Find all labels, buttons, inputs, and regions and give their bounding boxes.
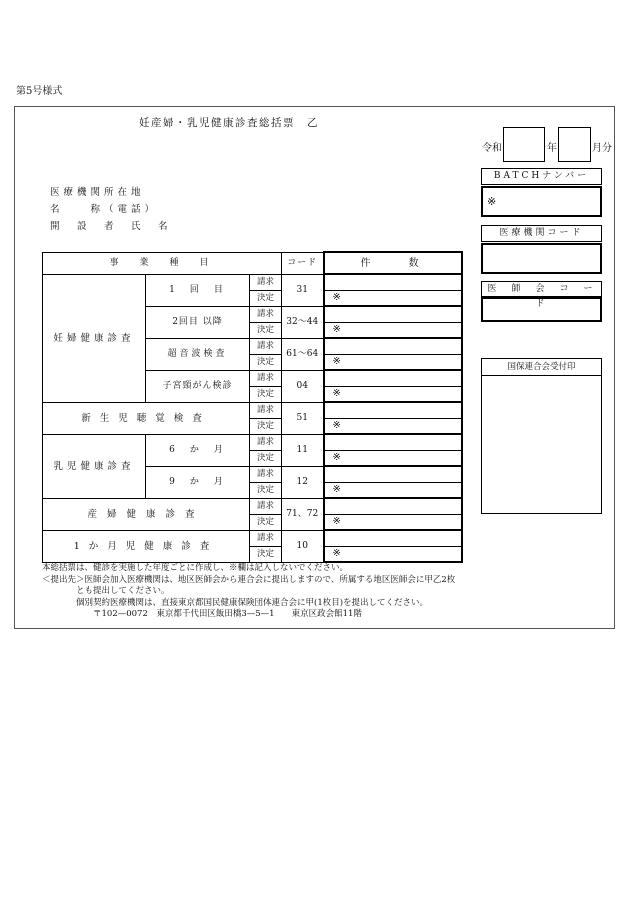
code-cell: 04 [282, 370, 324, 402]
item-first-visit: 1 回 目 [146, 274, 250, 306]
batch-number-field[interactable]: ※ [481, 186, 602, 217]
count-decision-field[interactable]: ※ [324, 322, 462, 338]
batch-number-label: BATCHナンバー [481, 168, 602, 185]
decision-label: 決定 [250, 290, 282, 306]
header-count: 件 数 [324, 252, 462, 274]
decision-label: 決定 [250, 354, 282, 370]
code-cell: 12 [282, 466, 324, 498]
decision-label: 決定 [250, 386, 282, 402]
decision-label: 決定 [250, 450, 282, 466]
code-cell: 61～64 [282, 338, 324, 370]
request-label: 請求 [250, 530, 282, 546]
item-second-onwards: 2回目 以降 [146, 306, 250, 338]
receipt-stamp-label: 国保連合会受付印 [482, 359, 601, 376]
year-label: 年 [547, 143, 557, 154]
founder-name-label: 開 設 者 氏 名 [50, 221, 172, 232]
decision-label: 決定 [250, 418, 282, 434]
request-label: 請求 [250, 402, 282, 418]
month-label: 月分 [592, 143, 612, 154]
item-newborn-hearing: 新生児聴覚検査 [43, 402, 250, 434]
institution-name-label: 名 称（電話） [50, 204, 159, 215]
institution-code-field[interactable] [481, 243, 602, 274]
request-label: 請求 [250, 306, 282, 322]
decision-label: 決定 [250, 322, 282, 338]
count-decision-field[interactable]: ※ [324, 450, 462, 466]
month-field[interactable] [558, 127, 591, 162]
count-decision-field[interactable]: ※ [324, 290, 462, 306]
code-cell: 31 [282, 274, 324, 306]
receipt-stamp-box [481, 358, 602, 514]
code-cell: 51 [282, 402, 324, 434]
count-request-field[interactable] [324, 530, 462, 546]
count-request-field[interactable] [324, 434, 462, 450]
year-field[interactable] [503, 127, 545, 162]
request-label: 請求 [250, 434, 282, 450]
decision-label: 決定 [250, 482, 282, 498]
count-request-field[interactable] [324, 498, 462, 514]
item-one-month-exam: 1か月児健康診査 [43, 530, 250, 562]
era-label: 令和 [482, 143, 502, 154]
count-decision-field[interactable]: ※ [324, 418, 462, 434]
code-cell: 71、72 [282, 498, 324, 530]
request-label: 請求 [250, 274, 282, 290]
code-cell: 32～44 [282, 306, 324, 338]
count-request-field[interactable] [324, 274, 462, 290]
count-request-field[interactable] [324, 370, 462, 386]
item-six-months: 6 か 月 [146, 434, 250, 466]
count-decision-field[interactable]: ※ [324, 354, 462, 370]
count-request-field[interactable] [324, 338, 462, 354]
form-number: 第5号様式 [16, 86, 63, 97]
category-infant-exam: 乳児健康診査 [43, 434, 146, 498]
decision-label: 決定 [250, 546, 282, 562]
count-decision-field[interactable]: ※ [324, 482, 462, 498]
code-cell: 10 [282, 530, 324, 562]
item-nine-months: 9 か 月 [146, 466, 250, 498]
item-postpartum-exam: 産婦健康診査 [43, 498, 250, 530]
institution-address-label: 医療機関所在地 [50, 187, 145, 198]
note-line: 本総括票は、健診を実施した年度ごとに作成し、※欄は記入しないでください。 [42, 563, 349, 573]
request-label: 請求 [250, 338, 282, 354]
note-line: 個別契約医療機関は、直接東京都国民健康保険団体連合会に甲(1枚目)を提出してください。 [42, 597, 429, 608]
item-ultrasound: 超音波検査 [146, 338, 250, 370]
header-code: コード [282, 252, 324, 274]
count-decision-field[interactable]: ※ [324, 546, 462, 562]
count-request-field[interactable] [324, 466, 462, 482]
medical-association-code-label: 医 師 会 コ ー ド [481, 281, 602, 297]
note-line: ＜提出先＞医師会加入医療機関は、地区医師会から連合会に提出しますので、所属する地区医師会に甲乙2枚 [42, 574, 456, 585]
count-request-field[interactable] [324, 306, 462, 322]
count-decision-field[interactable]: ※ [324, 514, 462, 530]
category-pregnancy-exam: 妊婦健康診査 [43, 274, 146, 402]
header-item: 事 業 種 目 [43, 252, 282, 274]
count-request-field[interactable] [324, 402, 462, 418]
medical-association-code-field[interactable] [481, 297, 602, 322]
note-line: とも提出してください。 [42, 586, 170, 596]
request-label: 請求 [250, 466, 282, 482]
decision-label: 決定 [250, 514, 282, 530]
form-title: 妊産婦・乳児健康診査総括票 乙 [139, 117, 319, 129]
footer-notes [42, 563, 455, 621]
code-cell: 11 [282, 434, 324, 466]
count-decision-field[interactable]: ※ [324, 386, 462, 402]
institution-code-label: 医療機関コード [481, 225, 602, 242]
item-cervical-cancer: 子宮頸がん検診 [146, 370, 250, 402]
exam-summary-table [42, 251, 463, 563]
request-label: 請求 [250, 498, 282, 514]
note-line: 〒102—0072 東京都千代田区飯田橋3—5—1 東京区政会館11階 [42, 609, 362, 619]
request-label: 請求 [250, 370, 282, 386]
